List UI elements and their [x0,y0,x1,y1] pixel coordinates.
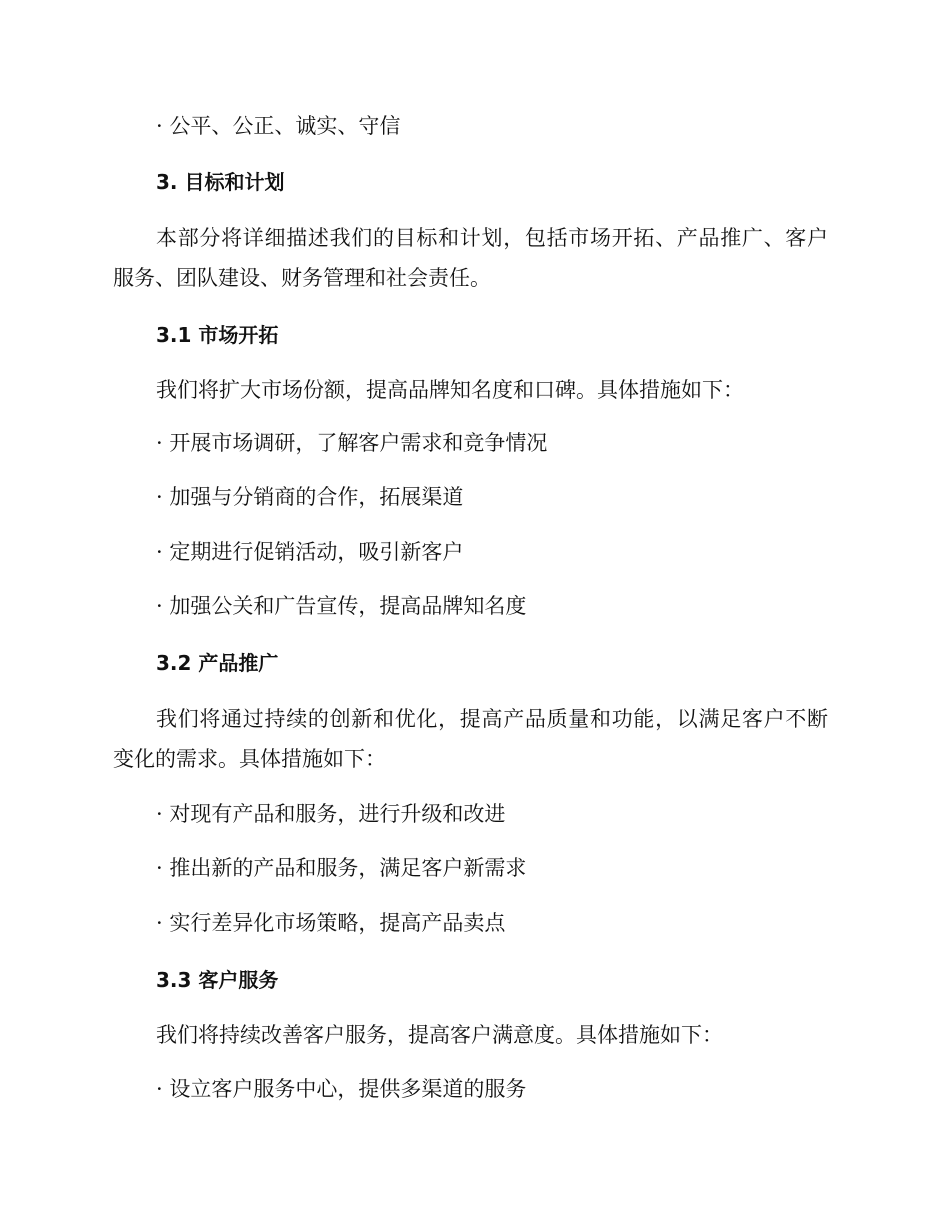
section-heading-3-3: 3.3 客户服务 [156,968,279,992]
paragraph-3-2-line-1: 我们将通过持续的创新和优化，提高产品质量和功能，以满足客户不断 [156,707,828,731]
paragraph-3-2-line-2: 变化的需求。具体措施如下： [113,747,386,771]
bullet-3-1-3: · 定期进行促销活动，吸引新客户 [156,540,464,564]
bullet-3-2-2: · 推出新的产品和服务，满足客户新需求 [156,856,527,880]
paragraph-3-line-2: 服务、团队建设、财务管理和社会责任。 [113,266,491,290]
paragraph-3-line-1: 本部分将详细描述我们的目标和计划，包括市场开拓、产品推广、客户 [156,226,828,250]
bullet-3-2-1: · 对现有产品和服务，进行升级和改进 [156,802,506,826]
bullet-3-1-1: · 开展市场调研，了解客户需求和竞争情况 [156,431,548,455]
paragraph-3-1: 我们将扩大市场份额，提高品牌知名度和口碑。具体措施如下： [156,378,744,402]
bullet-fairness: · 公平、公正、诚实、守信 [156,114,401,138]
bullet-3-2-3: · 实行差异化市场策略，提高产品卖点 [156,911,506,935]
paragraph-3-3: 我们将持续改善客户服务，提高客户满意度。具体措施如下： [156,1023,723,1047]
bullet-3-1-2: · 加强与分销商的合作，拓展渠道 [156,485,464,509]
bullet-3-1-4: · 加强公关和广告宣传，提高品牌知名度 [156,594,527,618]
section-heading-3-1: 3.1 市场开拓 [156,323,279,347]
section-heading-3: 3. 目标和计划 [156,170,285,194]
section-heading-3-2: 3.2 产品推广 [156,651,279,675]
bullet-3-3-1: · 设立客户服务中心，提供多渠道的服务 [156,1077,527,1101]
